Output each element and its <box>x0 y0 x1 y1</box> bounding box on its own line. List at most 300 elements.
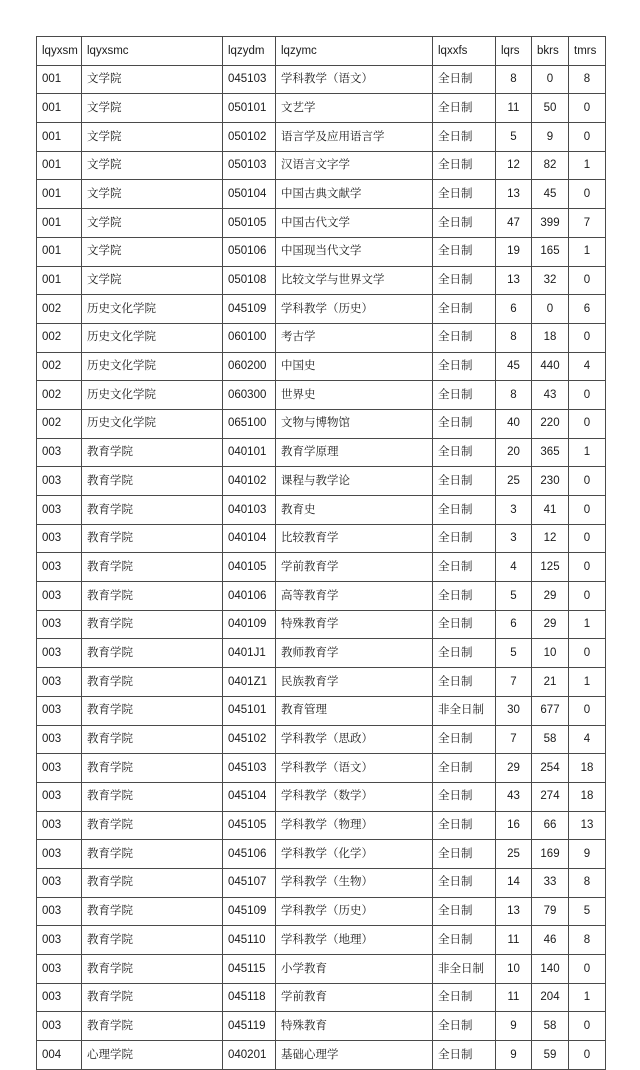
cell-bkrs: 365 <box>532 438 569 467</box>
cell-lqzydm: 040109 <box>223 610 276 639</box>
cell-lqyxsmc: 文学院 <box>82 266 223 295</box>
cell-lqrs: 29 <box>496 754 532 783</box>
cell-tmrs: 0 <box>569 496 606 525</box>
cell-bkrs: 9 <box>532 123 569 152</box>
table-row[interactable] <box>37 151 606 180</box>
cell-bkrs: 82 <box>532 151 569 180</box>
cell-lqzydm: 060200 <box>223 352 276 381</box>
cell-lqzydm: 045110 <box>223 926 276 955</box>
cell-lqxxfs: 全日制 <box>433 323 496 352</box>
cell-tmrs: 0 <box>569 1012 606 1041</box>
cell-lqyxsm: 001 <box>37 94 82 123</box>
cell-bkrs: 29 <box>532 582 569 611</box>
cell-lqzydm: 060100 <box>223 323 276 352</box>
cell-lqzymc: 学科教学（数学） <box>276 782 433 811</box>
table-row[interactable] <box>37 209 606 238</box>
cell-tmrs: 1 <box>569 438 606 467</box>
admissions-table-container <box>36 36 605 1070</box>
cell-lqrs: 11 <box>496 94 532 123</box>
cell-lqyxsm: 001 <box>37 123 82 152</box>
cell-lqzymc: 学前教育学 <box>276 553 433 582</box>
table-row[interactable] <box>37 65 606 94</box>
cell-bkrs: 0 <box>532 65 569 94</box>
cell-lqzymc: 教师教育学 <box>276 639 433 668</box>
cell-lqzymc: 特殊教育 <box>276 1012 433 1041</box>
cell-tmrs: 7 <box>569 209 606 238</box>
cell-lqzydm: 045109 <box>223 897 276 926</box>
column-header-lqzymc[interactable]: lqzymc <box>276 37 433 66</box>
cell-lqyxsm: 003 <box>37 524 82 553</box>
cell-lqxxfs: 全日制 <box>433 754 496 783</box>
column-header-lqzydm[interactable]: lqzydm <box>223 37 276 66</box>
cell-bkrs: 0 <box>532 295 569 324</box>
table-row[interactable] <box>37 811 606 840</box>
cell-bkrs: 33 <box>532 868 569 897</box>
cell-tmrs: 0 <box>569 180 606 209</box>
table-row[interactable] <box>37 237 606 266</box>
column-header-lqyxsmc[interactable]: lqyxsmc <box>82 37 223 66</box>
cell-lqrs: 16 <box>496 811 532 840</box>
cell-bkrs: 399 <box>532 209 569 238</box>
cell-lqzydm: 050101 <box>223 94 276 123</box>
cell-lqxxfs: 非全日制 <box>433 955 496 984</box>
cell-lqrs: 3 <box>496 524 532 553</box>
cell-lqzymc: 学科教学（历史） <box>276 295 433 324</box>
cell-bkrs: 12 <box>532 524 569 553</box>
cell-lqyxsm: 003 <box>37 668 82 697</box>
cell-lqyxsmc: 教育学院 <box>82 524 223 553</box>
cell-lqyxsmc: 历史文化学院 <box>82 295 223 324</box>
cell-lqzymc: 教育史 <box>276 496 433 525</box>
cell-lqzymc: 学科教学（语文） <box>276 65 433 94</box>
cell-bkrs: 32 <box>532 266 569 295</box>
table-row[interactable] <box>37 381 606 410</box>
cell-lqyxsmc: 文学院 <box>82 94 223 123</box>
cell-lqzymc: 比较教育学 <box>276 524 433 553</box>
table-row[interactable] <box>37 840 606 869</box>
cell-lqyxsm: 003 <box>37 754 82 783</box>
cell-lqxxfs: 全日制 <box>433 266 496 295</box>
table-row[interactable] <box>37 955 606 984</box>
cell-lqyxsm: 001 <box>37 209 82 238</box>
cell-lqrs: 8 <box>496 381 532 410</box>
cell-lqxxfs: 全日制 <box>433 811 496 840</box>
cell-lqxxfs: 全日制 <box>433 553 496 582</box>
cell-lqrs: 25 <box>496 840 532 869</box>
cell-lqyxsm: 003 <box>37 926 82 955</box>
cell-tmrs: 1 <box>569 151 606 180</box>
cell-tmrs: 0 <box>569 955 606 984</box>
cell-tmrs: 0 <box>569 266 606 295</box>
cell-bkrs: 66 <box>532 811 569 840</box>
cell-lqrs: 25 <box>496 467 532 496</box>
cell-lqzydm: 065100 <box>223 409 276 438</box>
cell-lqrs: 6 <box>496 610 532 639</box>
cell-lqxxfs: 全日制 <box>433 180 496 209</box>
cell-lqzydm: 0401J1 <box>223 639 276 668</box>
cell-lqyxsmc: 教育学院 <box>82 496 223 525</box>
cell-bkrs: 46 <box>532 926 569 955</box>
cell-tmrs: 0 <box>569 696 606 725</box>
cell-lqrs: 11 <box>496 926 532 955</box>
cell-lqzymc: 中国古典文献学 <box>276 180 433 209</box>
cell-lqyxsm: 001 <box>37 266 82 295</box>
cell-lqzymc: 汉语言文字学 <box>276 151 433 180</box>
cell-lqxxfs: 全日制 <box>433 295 496 324</box>
cell-tmrs: 0 <box>569 409 606 438</box>
cell-lqyxsmc: 历史文化学院 <box>82 409 223 438</box>
cell-lqrs: 13 <box>496 266 532 295</box>
cell-lqxxfs: 全日制 <box>433 983 496 1012</box>
cell-bkrs: 220 <box>532 409 569 438</box>
cell-bkrs: 79 <box>532 897 569 926</box>
cell-lqyxsm: 002 <box>37 381 82 410</box>
cell-bkrs: 45 <box>532 180 569 209</box>
cell-lqyxsmc: 教育学院 <box>82 840 223 869</box>
table-row[interactable] <box>37 323 606 352</box>
cell-lqxxfs: 全日制 <box>433 438 496 467</box>
cell-lqyxsm: 001 <box>37 180 82 209</box>
cell-lqyxsm: 001 <box>37 237 82 266</box>
cell-lqzymc: 文物与博物馆 <box>276 409 433 438</box>
cell-lqzymc: 中国现当代文学 <box>276 237 433 266</box>
cell-tmrs: 1 <box>569 610 606 639</box>
cell-lqyxsmc: 教育学院 <box>82 1012 223 1041</box>
table-row[interactable] <box>37 754 606 783</box>
cell-lqzydm: 040105 <box>223 553 276 582</box>
cell-tmrs: 0 <box>569 123 606 152</box>
cell-tmrs: 0 <box>569 524 606 553</box>
cell-lqrs: 7 <box>496 668 532 697</box>
cell-lqrs: 8 <box>496 323 532 352</box>
cell-lqxxfs: 全日制 <box>433 868 496 897</box>
cell-tmrs: 6 <box>569 295 606 324</box>
cell-lqrs: 45 <box>496 352 532 381</box>
cell-lqyxsm: 003 <box>37 582 82 611</box>
cell-lqyxsm: 002 <box>37 352 82 381</box>
cell-lqzydm: 040101 <box>223 438 276 467</box>
cell-lqzymc: 文艺学 <box>276 94 433 123</box>
table-row[interactable] <box>37 696 606 725</box>
table-header <box>37 37 606 66</box>
table-row[interactable] <box>37 983 606 1012</box>
table-row[interactable] <box>37 266 606 295</box>
cell-tmrs: 0 <box>569 381 606 410</box>
cell-lqyxsmc: 教育学院 <box>82 639 223 668</box>
cell-lqyxsmc: 文学院 <box>82 65 223 94</box>
column-header-lqyxsm[interactable]: lqyxsm <box>37 37 82 66</box>
table-row[interactable] <box>37 897 606 926</box>
cell-lqrs: 7 <box>496 725 532 754</box>
cell-tmrs: 4 <box>569 725 606 754</box>
table-row[interactable] <box>37 295 606 324</box>
cell-lqzymc: 考古学 <box>276 323 433 352</box>
table-header-row <box>37 37 606 66</box>
cell-tmrs: 8 <box>569 65 606 94</box>
cell-lqxxfs: 全日制 <box>433 1012 496 1041</box>
table-row[interactable] <box>37 524 606 553</box>
column-header-bkrs[interactable]: bkrs <box>532 37 569 66</box>
cell-lqzymc: 基础心理学 <box>276 1041 433 1070</box>
cell-lqzydm: 045105 <box>223 811 276 840</box>
cell-lqyxsm: 003 <box>37 610 82 639</box>
cell-lqzydm: 060300 <box>223 381 276 410</box>
cell-lqzydm: 045119 <box>223 1012 276 1041</box>
cell-lqyxsm: 003 <box>37 868 82 897</box>
cell-lqyxsmc: 文学院 <box>82 237 223 266</box>
cell-lqyxsmc: 心理学院 <box>82 1041 223 1070</box>
cell-lqzydm: 040201 <box>223 1041 276 1070</box>
table-row[interactable] <box>37 926 606 955</box>
cell-lqzydm: 045103 <box>223 65 276 94</box>
cell-tmrs: 4 <box>569 352 606 381</box>
cell-bkrs: 58 <box>532 725 569 754</box>
cell-lqxxfs: 全日制 <box>433 151 496 180</box>
cell-lqzymc: 小学教育 <box>276 955 433 984</box>
cell-lqyxsmc: 教育学院 <box>82 553 223 582</box>
cell-lqxxfs: 全日制 <box>433 725 496 754</box>
cell-tmrs: 0 <box>569 582 606 611</box>
cell-lqxxfs: 全日制 <box>433 352 496 381</box>
cell-bkrs: 10 <box>532 639 569 668</box>
cell-bkrs: 230 <box>532 467 569 496</box>
cell-lqxxfs: 全日制 <box>433 639 496 668</box>
cell-lqxxfs: 全日制 <box>433 610 496 639</box>
cell-lqyxsmc: 文学院 <box>82 180 223 209</box>
cell-lqzydm: 050105 <box>223 209 276 238</box>
cell-lqyxsmc: 文学院 <box>82 123 223 152</box>
cell-tmrs: 0 <box>569 323 606 352</box>
cell-tmrs: 0 <box>569 1041 606 1070</box>
cell-lqrs: 9 <box>496 1041 532 1070</box>
cell-bkrs: 165 <box>532 237 569 266</box>
cell-lqyxsm: 003 <box>37 496 82 525</box>
cell-tmrs: 0 <box>569 639 606 668</box>
column-header-lqrs[interactable]: lqrs <box>496 37 532 66</box>
table-row[interactable] <box>37 868 606 897</box>
cell-lqzymc: 学科教学（历史） <box>276 897 433 926</box>
cell-lqrs: 3 <box>496 496 532 525</box>
cell-lqzymc: 比较文学与世界文学 <box>276 266 433 295</box>
cell-lqxxfs: 全日制 <box>433 840 496 869</box>
cell-bkrs: 440 <box>532 352 569 381</box>
cell-bkrs: 140 <box>532 955 569 984</box>
cell-lqrs: 5 <box>496 123 532 152</box>
table-row[interactable] <box>37 610 606 639</box>
table-row[interactable] <box>37 409 606 438</box>
cell-lqxxfs: 全日制 <box>433 668 496 697</box>
table-row[interactable] <box>37 725 606 754</box>
cell-lqzymc: 中国古代文学 <box>276 209 433 238</box>
cell-lqrs: 13 <box>496 897 532 926</box>
cell-lqyxsm: 003 <box>37 725 82 754</box>
cell-lqrs: 43 <box>496 782 532 811</box>
cell-lqxxfs: 全日制 <box>433 897 496 926</box>
cell-lqyxsm: 004 <box>37 1041 82 1070</box>
cell-lqzymc: 世界史 <box>276 381 433 410</box>
cell-lqzydm: 045109 <box>223 295 276 324</box>
cell-lqyxsm: 002 <box>37 409 82 438</box>
cell-bkrs: 18 <box>532 323 569 352</box>
cell-bkrs: 204 <box>532 983 569 1012</box>
cell-lqrs: 8 <box>496 65 532 94</box>
cell-lqzydm: 045102 <box>223 725 276 754</box>
cell-lqyxsmc: 教育学院 <box>82 582 223 611</box>
table-row[interactable] <box>37 782 606 811</box>
cell-lqxxfs: 全日制 <box>433 782 496 811</box>
table-row[interactable] <box>37 639 606 668</box>
cell-lqzydm: 050102 <box>223 123 276 152</box>
cell-lqzydm: 040102 <box>223 467 276 496</box>
cell-lqrs: 13 <box>496 180 532 209</box>
cell-tmrs: 8 <box>569 868 606 897</box>
cell-lqxxfs: 全日制 <box>433 496 496 525</box>
cell-lqzydm: 045107 <box>223 868 276 897</box>
cell-tmrs: 18 <box>569 754 606 783</box>
cell-lqzymc: 中国史 <box>276 352 433 381</box>
cell-lqrs: 12 <box>496 151 532 180</box>
cell-tmrs: 13 <box>569 811 606 840</box>
table-row[interactable] <box>37 352 606 381</box>
cell-lqxxfs: 全日制 <box>433 582 496 611</box>
column-header-tmrs[interactable]: tmrs <box>569 37 606 66</box>
cell-lqyxsmc: 教育学院 <box>82 897 223 926</box>
table-row[interactable] <box>37 94 606 123</box>
cell-bkrs: 21 <box>532 668 569 697</box>
cell-tmrs: 1 <box>569 668 606 697</box>
cell-lqzymc: 教育管理 <box>276 696 433 725</box>
cell-lqrs: 6 <box>496 295 532 324</box>
cell-lqzymc: 特殊教育学 <box>276 610 433 639</box>
cell-lqxxfs: 全日制 <box>433 381 496 410</box>
cell-lqyxsmc: 教育学院 <box>82 668 223 697</box>
table-row[interactable] <box>37 1041 606 1070</box>
table-row[interactable] <box>37 553 606 582</box>
cell-lqyxsmc: 教育学院 <box>82 467 223 496</box>
admissions-table <box>36 36 606 1070</box>
cell-lqzymc: 学科教学（化学） <box>276 840 433 869</box>
cell-lqyxsmc: 教育学院 <box>82 955 223 984</box>
cell-bkrs: 43 <box>532 381 569 410</box>
cell-lqyxsmc: 文学院 <box>82 151 223 180</box>
cell-lqrs: 30 <box>496 696 532 725</box>
cell-lqxxfs: 全日制 <box>433 237 496 266</box>
cell-lqyxsmc: 教育学院 <box>82 782 223 811</box>
cell-lqxxfs: 全日制 <box>433 926 496 955</box>
cell-lqzydm: 040104 <box>223 524 276 553</box>
cell-lqrs: 40 <box>496 409 532 438</box>
cell-tmrs: 5 <box>569 897 606 926</box>
cell-lqzydm: 045101 <box>223 696 276 725</box>
cell-lqyxsm: 003 <box>37 639 82 668</box>
table-row[interactable] <box>37 582 606 611</box>
cell-lqzydm: 045104 <box>223 782 276 811</box>
cell-tmrs: 1 <box>569 983 606 1012</box>
cell-lqrs: 5 <box>496 639 532 668</box>
cell-lqxxfs: 全日制 <box>433 467 496 496</box>
cell-lqxxfs: 全日制 <box>433 94 496 123</box>
cell-lqxxfs: 全日制 <box>433 409 496 438</box>
cell-lqzydm: 050106 <box>223 237 276 266</box>
cell-lqzydm: 040106 <box>223 582 276 611</box>
cell-lqyxsmc: 教育学院 <box>82 610 223 639</box>
cell-lqyxsm: 002 <box>37 295 82 324</box>
cell-lqzymc: 教育学原理 <box>276 438 433 467</box>
cell-lqyxsm: 002 <box>37 323 82 352</box>
table-row[interactable] <box>37 467 606 496</box>
cell-lqyxsm: 003 <box>37 467 82 496</box>
cell-lqyxsm: 003 <box>37 782 82 811</box>
cell-lqzydm: 045106 <box>223 840 276 869</box>
table-row[interactable] <box>37 496 606 525</box>
cell-lqyxsm: 003 <box>37 553 82 582</box>
cell-lqrs: 20 <box>496 438 532 467</box>
cell-bkrs: 677 <box>532 696 569 725</box>
table-body <box>37 65 606 1069</box>
cell-tmrs: 0 <box>569 94 606 123</box>
cell-tmrs: 0 <box>569 467 606 496</box>
cell-lqzydm: 0401Z1 <box>223 668 276 697</box>
cell-lqzydm: 045115 <box>223 955 276 984</box>
cell-lqzydm: 045118 <box>223 983 276 1012</box>
cell-lqyxsm: 003 <box>37 955 82 984</box>
cell-lqyxsm: 003 <box>37 897 82 926</box>
cell-lqzymc: 课程与教学论 <box>276 467 433 496</box>
cell-lqzydm: 050108 <box>223 266 276 295</box>
cell-tmrs: 0 <box>569 553 606 582</box>
table-row[interactable] <box>37 1012 606 1041</box>
cell-lqrs: 47 <box>496 209 532 238</box>
table-row[interactable] <box>37 123 606 152</box>
cell-lqyxsm: 003 <box>37 840 82 869</box>
cell-lqrs: 4 <box>496 553 532 582</box>
cell-lqzydm: 050103 <box>223 151 276 180</box>
cell-lqyxsm: 001 <box>37 65 82 94</box>
cell-lqrs: 10 <box>496 955 532 984</box>
table-row[interactable] <box>37 438 606 467</box>
cell-bkrs: 274 <box>532 782 569 811</box>
cell-tmrs: 18 <box>569 782 606 811</box>
cell-lqyxsm: 003 <box>37 811 82 840</box>
cell-lqyxsmc: 教育学院 <box>82 754 223 783</box>
column-header-lqxxfs[interactable]: lqxxfs <box>433 37 496 66</box>
cell-lqrs: 19 <box>496 237 532 266</box>
cell-lqzymc: 学科教学（物理） <box>276 811 433 840</box>
cell-lqyxsmc: 文学院 <box>82 209 223 238</box>
cell-lqxxfs: 全日制 <box>433 209 496 238</box>
cell-lqxxfs: 全日制 <box>433 123 496 152</box>
cell-lqyxsmc: 教育学院 <box>82 811 223 840</box>
cell-lqzydm: 050104 <box>223 180 276 209</box>
cell-bkrs: 50 <box>532 94 569 123</box>
table-row[interactable] <box>37 180 606 209</box>
cell-lqrs: 11 <box>496 983 532 1012</box>
cell-lqxxfs: 全日制 <box>433 65 496 94</box>
cell-bkrs: 169 <box>532 840 569 869</box>
cell-bkrs: 29 <box>532 610 569 639</box>
cell-lqzymc: 学科教学（语文） <box>276 754 433 783</box>
table-row[interactable] <box>37 668 606 697</box>
cell-lqzymc: 学科教学（生物） <box>276 868 433 897</box>
cell-lqzymc: 高等教育学 <box>276 582 433 611</box>
cell-lqzymc: 民族教育学 <box>276 668 433 697</box>
cell-lqyxsmc: 教育学院 <box>82 696 223 725</box>
cell-lqzydm: 040103 <box>223 496 276 525</box>
cell-lqyxsmc: 教育学院 <box>82 868 223 897</box>
cell-lqyxsm: 003 <box>37 438 82 467</box>
cell-lqyxsmc: 教育学院 <box>82 983 223 1012</box>
cell-lqrs: 14 <box>496 868 532 897</box>
